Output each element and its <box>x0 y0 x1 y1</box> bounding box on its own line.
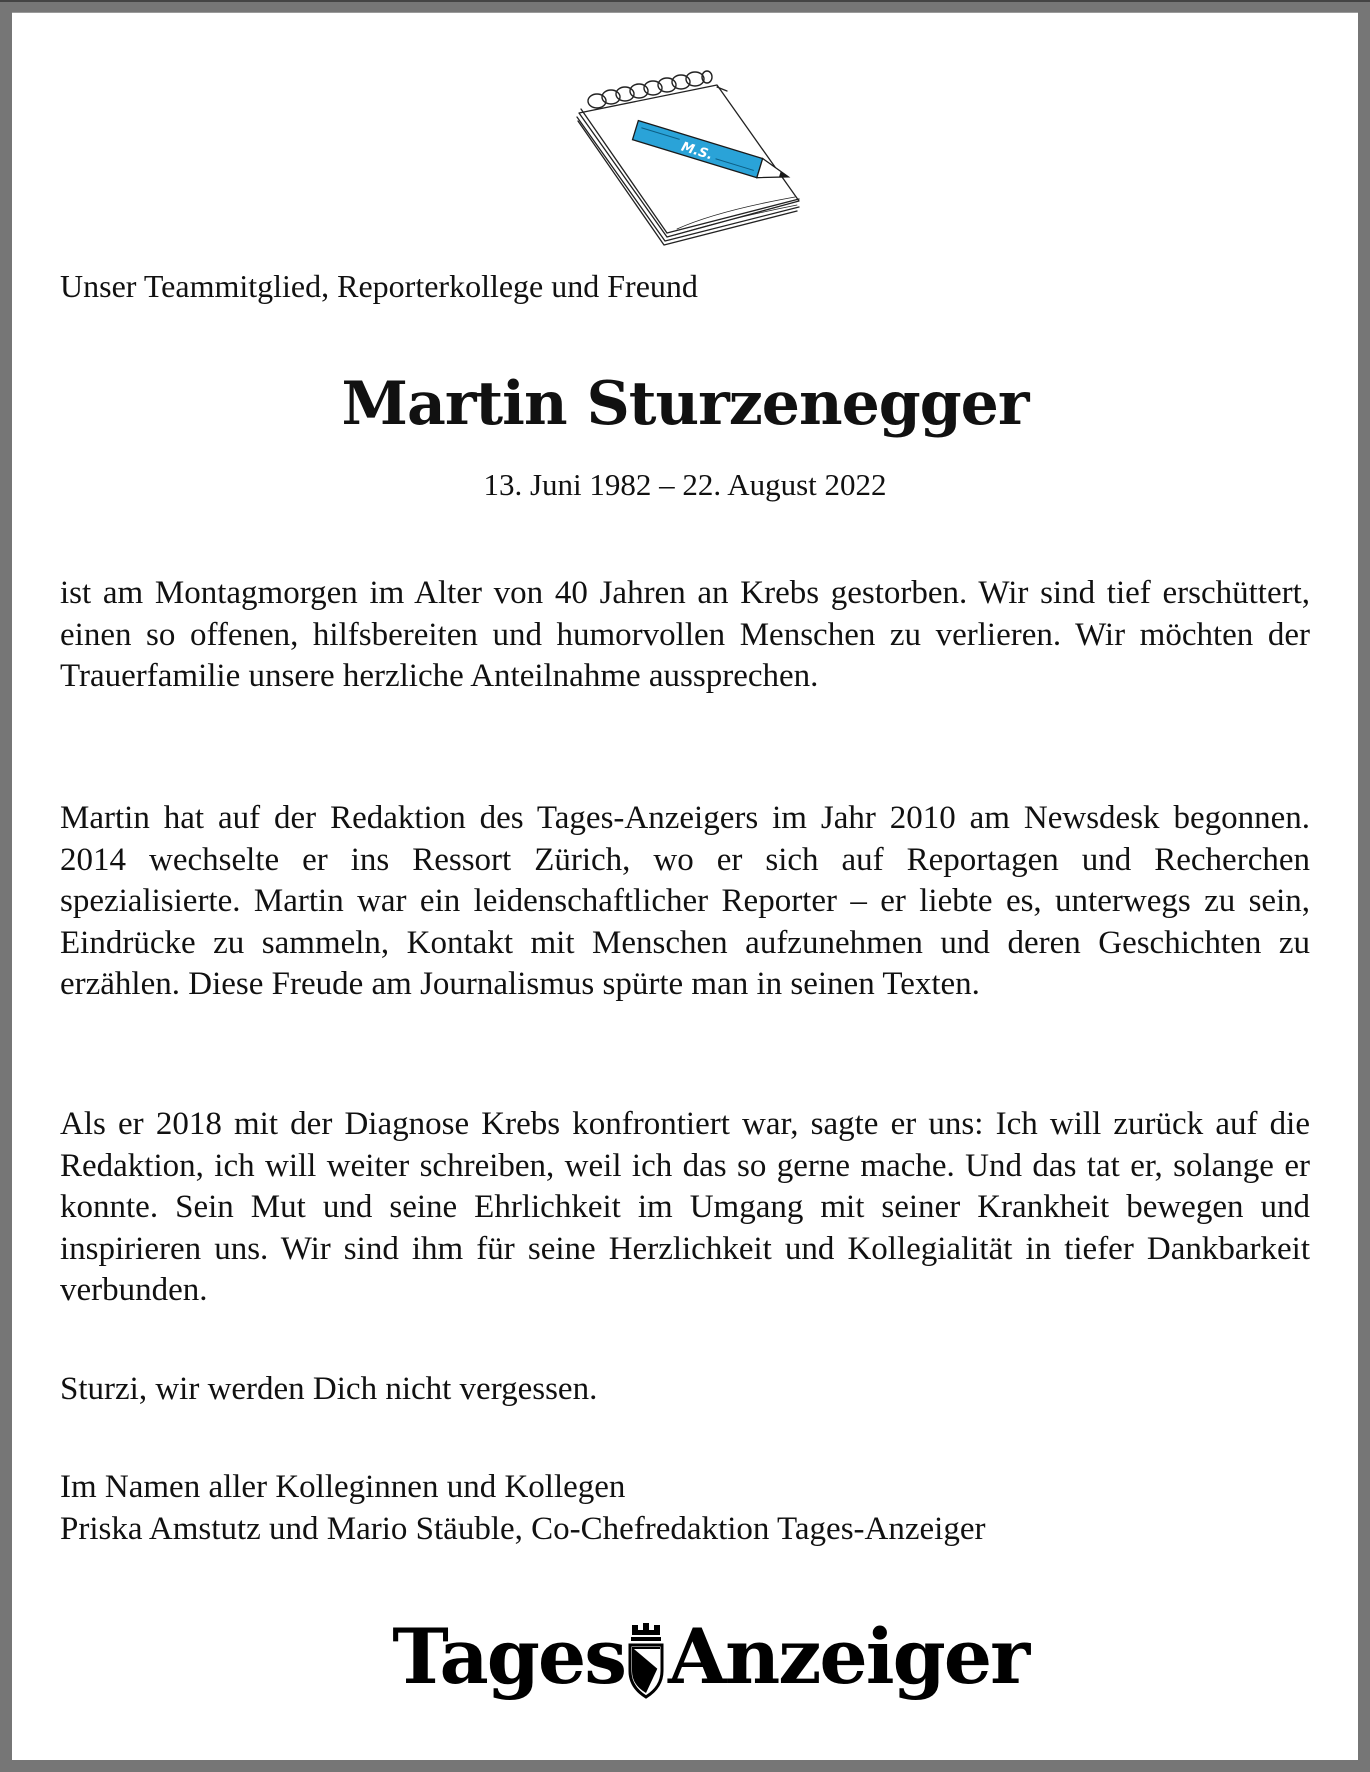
deceased-name: Martin Sturzenegger <box>341 369 1029 439</box>
signature-line-2: Priska Amstutz und Mario Stäuble, Co-Chefredaktion Tages-Anzeiger <box>60 1511 986 1547</box>
closing-line: Sturzi, wir werden Dich nicht vergessen. <box>60 1371 598 1407</box>
window-top-border <box>0 0 1370 2</box>
life-dates: 13. Juni 1982 – 22. August 2022 <box>483 467 887 502</box>
paragraph-1: ist am Montagmorgen im Alter von 40 Jahren an Krebs gestorben. Wir sind tief erschüttert, einen so offenen, hilfsbereiten und humorvollen Menschen zu verlieren. Wir möchten der Trauerfamilie unsere herzliche Anteilnahme aussprechen. <box>60 575 1310 694</box>
intro-line: Unser Teammitglied, Reporterkollege und Freund <box>60 268 698 304</box>
pencil-initials: M.S. <box>679 139 715 164</box>
logo-word-anzeiger: Anzeiger <box>668 1612 1029 1701</box>
signature-line-1: Im Namen aller Kolleginnen und Kollegen <box>60 1469 626 1505</box>
obituary-page <box>12 12 1358 1760</box>
notepad-with-pencil-icon <box>567 61 812 241</box>
paragraph-2: Martin hat auf der Redaktion des Tages-Anzeigers im Jahr 2010 am Newsdesk begonnen. 2014 wechselte er ins Ressort Zürich, wo er sich auf Reportagen und Recherchen spezialisierte. Martin war ein leidenschaftlicher Reporter – er liebte es, unterwegs zu sein, Eindrücke zu sammeln, Kontakt mit Menschen aufzunehmen und deren Geschichten zu erzählen. Diese Freude am Journalismus spürte man in seinen Texten. <box>60 800 1310 1002</box>
paragraph-3: Als er 2018 mit der Diagnose Krebs konfrontiert war, sagte er uns: Ich will zurück auf die Redaktion, ich will weiter schreiben, weil ich das so gerne mache. Und das tat er, solange er konnte. Sein Mut und seine Ehrlichkeit im Umgang mit seiner Krankheit bewegen und inspirieren uns. Wir sind ihm für seine Herzlichkeit und Kollegialität in tiefer Dankbarkeit verbunden. <box>60 1106 1310 1308</box>
zurich-crest-icon <box>630 1623 662 1697</box>
tages-anzeiger-logo <box>392 1601 1029 1711</box>
logo-word-tages: Tages <box>392 1612 625 1701</box>
